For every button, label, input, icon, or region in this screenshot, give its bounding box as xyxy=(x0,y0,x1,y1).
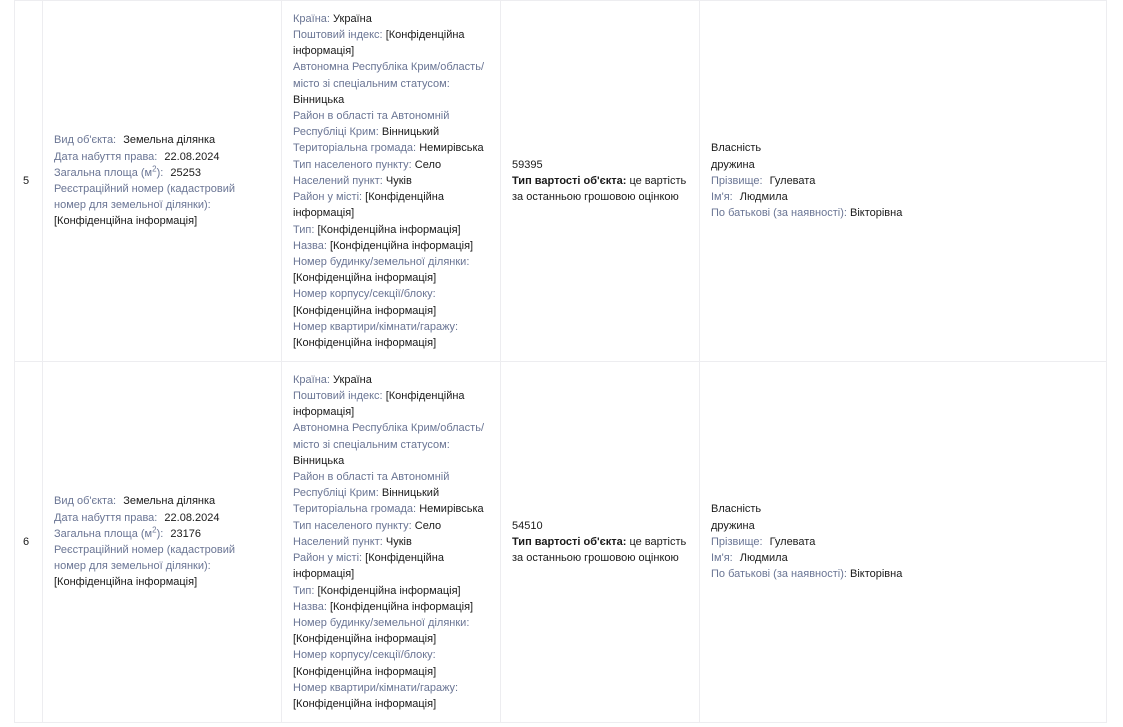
ownership-type: Власність xyxy=(711,142,762,155)
registration-number-label: Реєстраційний номер (кадастровий номер для земельної ділянки): xyxy=(54,183,235,212)
address-value: Вінницька xyxy=(293,454,345,467)
object-type xyxy=(54,493,270,509)
address-line xyxy=(293,319,489,351)
row-number: 6 xyxy=(23,535,30,548)
address-label: Район в області та Автономній Республіці Крим: xyxy=(293,471,450,500)
acquisition-date-label: Дата набуття права: xyxy=(54,150,158,163)
object-type xyxy=(54,132,270,148)
address-line xyxy=(293,11,489,27)
owner-relation: дружина xyxy=(711,158,755,171)
address-label: Тип: xyxy=(293,223,315,236)
address-label: Номер квартири/кімнати/гаражу: xyxy=(293,320,459,333)
total-area xyxy=(54,526,270,542)
address-line xyxy=(293,420,489,469)
owner-name-value: Людмила xyxy=(739,191,788,204)
owner-name xyxy=(711,189,1095,205)
address-value: Село xyxy=(414,519,442,532)
address-cell xyxy=(282,1,501,362)
owner-surname-label: Прізвище: xyxy=(711,174,763,187)
address-line xyxy=(293,647,489,679)
value-cell xyxy=(501,362,700,723)
address-label: Номер будинку/земельної ділянки: xyxy=(293,255,470,268)
address-line xyxy=(293,59,489,108)
address-line xyxy=(293,222,489,238)
address-label: Номер корпусу/секції/блоку: xyxy=(293,649,436,662)
address-value: Вінницький xyxy=(381,487,440,500)
address-label: Населений пункт: xyxy=(293,174,383,187)
owner-relation: дружина xyxy=(711,519,755,532)
owner-name-label: Ім'я: xyxy=(711,191,733,204)
address-label: Населений пункт: xyxy=(293,535,383,548)
owner-surname xyxy=(711,173,1095,189)
address-label: Номер будинку/земельної ділянки: xyxy=(293,616,470,629)
cost-type-label: Тип вартості об'єкта: xyxy=(512,535,627,548)
total-area-value: 25253 xyxy=(170,166,201,179)
total-area-value: 23176 xyxy=(170,527,201,540)
value-cell xyxy=(501,1,700,362)
address-label: Країна: xyxy=(293,373,330,386)
address-label: Тип населеного пункту: xyxy=(293,158,412,171)
address-label: Тип: xyxy=(293,584,315,597)
acquisition-date xyxy=(54,510,270,526)
object-type-label: Вид об'єкта: xyxy=(54,495,117,508)
cost-type-value: це вартість за останньою грошовою оцінкою xyxy=(512,535,687,565)
registration-number-value: [Конфіденційна інформація] xyxy=(54,576,198,589)
address-label: Тип населеного пункту: xyxy=(293,519,412,532)
ownership-type: Власність xyxy=(711,503,762,516)
address-label: Назва: xyxy=(293,239,327,252)
address-label: Територіальна громада: xyxy=(293,503,417,516)
address-value: Україна xyxy=(333,12,372,25)
address-line xyxy=(293,518,489,534)
acquisition-date xyxy=(54,149,270,165)
address-line xyxy=(293,189,489,221)
owner-patronymic-label: По батькові (за наявності): xyxy=(711,568,847,581)
owner-surname xyxy=(711,534,1095,550)
address-value: Село xyxy=(414,158,442,171)
address-value: Вінницький xyxy=(381,126,440,139)
registration-number-value: [Конфіденційна інформація] xyxy=(54,215,198,228)
declaration-table-body xyxy=(15,1,1107,723)
owner-cell xyxy=(700,1,1107,362)
address-value: Чуків xyxy=(385,535,412,548)
owner-name xyxy=(711,550,1095,566)
object-type-value: Земельна ділянка xyxy=(123,495,216,508)
owner-surname-value: Гулевата xyxy=(769,174,816,187)
cost-type-value: це вартість за останньою грошовою оцінкою xyxy=(512,174,687,204)
address-list xyxy=(293,372,489,712)
address-line xyxy=(293,615,489,647)
object-info-cell xyxy=(43,1,282,362)
address-value: [Конфіденційна інформація] xyxy=(317,584,461,597)
address-line xyxy=(293,140,489,156)
address-line xyxy=(293,372,489,388)
address-label: Номер квартири/кімнати/гаражу: xyxy=(293,681,459,694)
address-label: Район в області та Автономній Республіці Крим: xyxy=(293,110,450,139)
owner-name-value: Людмила xyxy=(739,552,788,565)
address-value: Немирівська xyxy=(419,142,484,155)
cost-type xyxy=(512,534,688,566)
address-value: [Конфіденційна інформація] xyxy=(293,552,444,581)
address-line xyxy=(293,173,489,189)
owner-patronymic-value: Вікторівна xyxy=(850,568,903,581)
address-value: [Конфіденційна інформація] xyxy=(317,223,461,236)
address-value: [Конфіденційна інформація] xyxy=(293,336,437,349)
address-value: [Конфіденційна інформація] xyxy=(293,390,465,419)
owner-patronymic xyxy=(711,566,1095,582)
address-label: Автономна Республіка Крим/область/місто зі спеціальним статусом: xyxy=(293,61,484,90)
address-value: [Конфіденційна інформація] xyxy=(293,272,437,285)
registration-number-label: Реєстраційний номер (кадастровий номер для земельної ділянки): xyxy=(54,544,235,573)
address-line xyxy=(293,583,489,599)
owner-patronymic-label: По батькові (за наявності): xyxy=(711,207,847,220)
address-label: Країна: xyxy=(293,12,330,25)
object-cost: 59395 xyxy=(512,158,543,171)
address-cell xyxy=(282,362,501,723)
address-label: Поштовий індекс: xyxy=(293,390,383,403)
address-value: [Конфіденційна інформація] xyxy=(329,600,474,613)
address-line xyxy=(293,108,489,140)
total-area xyxy=(54,165,270,181)
cost-type-label: Тип вартості об'єкта: xyxy=(512,174,627,187)
owner-patronymic-value: Вікторівна xyxy=(850,207,903,220)
address-line xyxy=(293,469,489,501)
acquisition-date-value: 22.08.2024 xyxy=(164,150,220,163)
address-line xyxy=(293,27,489,59)
address-value: [Конфіденційна інформація] xyxy=(293,191,444,220)
address-value: Вінницька xyxy=(293,93,345,106)
address-line xyxy=(293,286,489,318)
owner-patronymic xyxy=(711,205,1095,221)
address-line xyxy=(293,501,489,517)
address-label: Територіальна громада: xyxy=(293,142,417,155)
address-value: Немирівська xyxy=(419,503,484,516)
address-value: Чуків xyxy=(385,174,412,187)
address-line xyxy=(293,599,489,615)
address-line xyxy=(293,238,489,254)
row-number-cell xyxy=(15,1,43,362)
address-line xyxy=(293,254,489,286)
total-area-label: Загальна площа $(м^2)$: xyxy=(54,525,164,540)
owner-cell xyxy=(700,362,1107,723)
address-label: Район у місті: xyxy=(293,552,363,565)
owner-surname-value: Гулевата xyxy=(769,535,816,548)
address-label: Номер корпусу/секції/блоку: xyxy=(293,288,436,301)
owner-name-label: Ім'я: xyxy=(711,552,733,565)
total-area-label: Загальна площа $(м^2)$: xyxy=(54,164,164,179)
address-value: Україна xyxy=(333,373,372,386)
address-value: [Конфіденційна інформація] xyxy=(293,304,437,317)
address-line xyxy=(293,388,489,420)
address-value: [Конфіденційна інформація] xyxy=(293,29,465,58)
address-label: Назва: xyxy=(293,600,327,613)
acquisition-date-label: Дата набуття права: xyxy=(54,511,158,524)
address-value: [Конфіденційна інформація] xyxy=(329,239,474,252)
address-value: [Конфіденційна інформація] xyxy=(293,665,437,678)
address-value: [Конфіденційна інформація] xyxy=(293,633,437,646)
table-row xyxy=(15,362,1107,723)
address-label: Поштовий індекс: xyxy=(293,29,383,42)
address-line xyxy=(293,157,489,173)
owner-surname-label: Прізвище: xyxy=(711,535,763,548)
object-type-label: Вид об'єкта: xyxy=(54,134,117,147)
acquisition-date-value: 22.08.2024 xyxy=(164,511,220,524)
address-line xyxy=(293,534,489,550)
row-number-cell xyxy=(15,362,43,723)
address-line xyxy=(293,680,489,712)
declaration-table xyxy=(14,0,1107,723)
address-line xyxy=(293,550,489,582)
object-cost: 54510 xyxy=(512,519,543,532)
address-label: Автономна Республіка Крим/область/місто зі спеціальним статусом: xyxy=(293,422,484,451)
object-info-cell xyxy=(43,362,282,723)
address-value: [Конфіденційна інформація] xyxy=(293,697,437,710)
address-label: Район у місті: xyxy=(293,191,363,204)
row-number: 5 xyxy=(23,174,30,187)
address-list xyxy=(293,11,489,351)
object-type-value: Земельна ділянка xyxy=(123,134,216,147)
cost-type xyxy=(512,173,688,205)
table-row xyxy=(15,1,1107,362)
